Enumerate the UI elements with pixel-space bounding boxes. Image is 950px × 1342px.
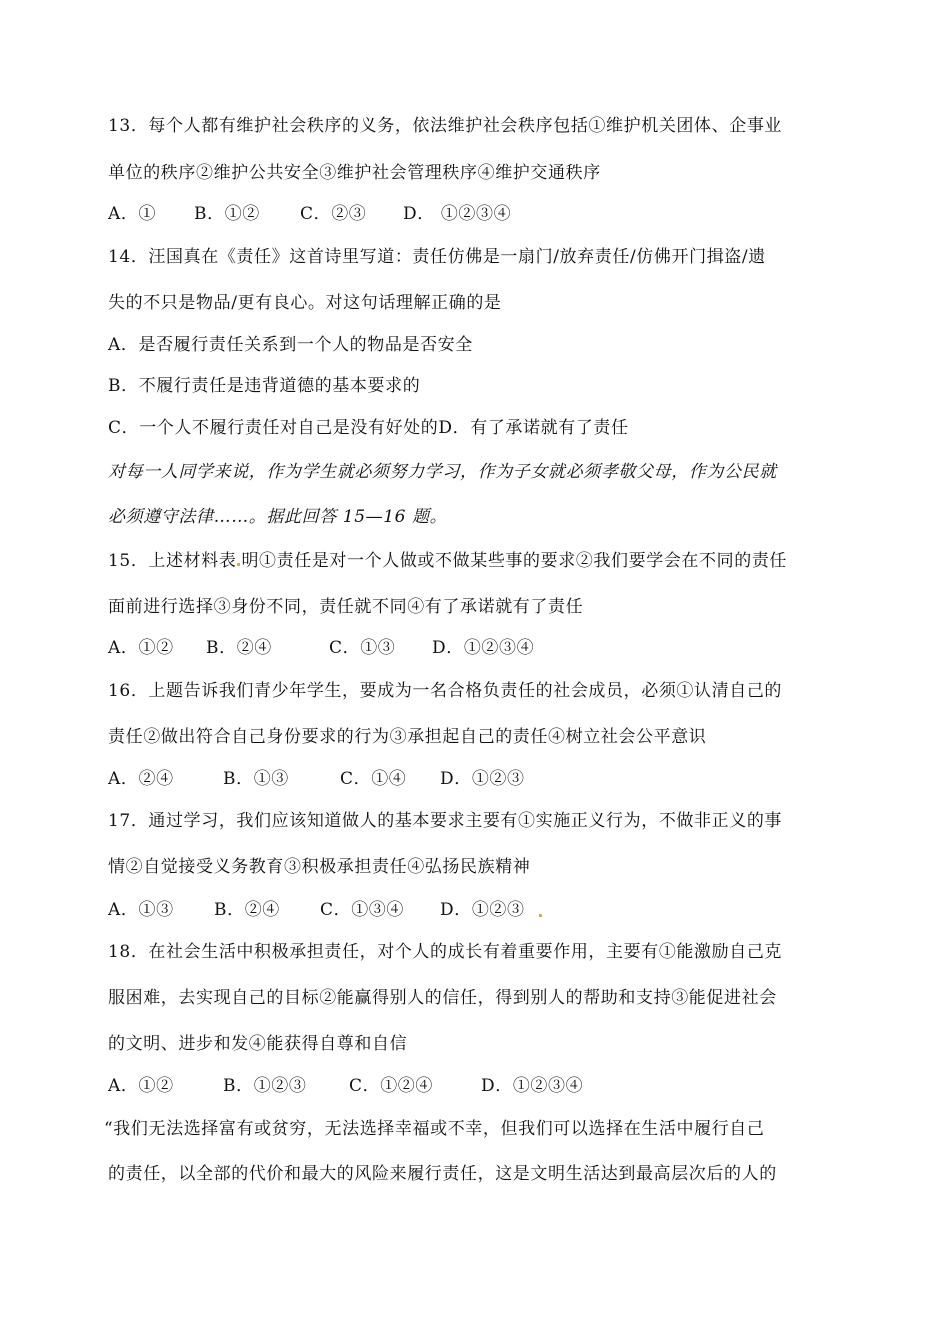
q18-stem-line2: 服困难，去实现自己的目标②能赢得别人的信任，得到别人的帮助和支持③能促进社会 [108,988,777,1008]
q18-options [108,1074,608,1098]
q13-option-d: D． ①②③④ [403,204,512,224]
q16-stem-line2: 责任②做出符合自己身份要求的行为③承担起自己的责任④树立社会公平意识 [108,727,707,747]
q17-stem-line2: 情②自觉接受义务教育③积极承担责任④弘扬民族精神 [108,857,531,877]
q18-option-c: C．①②④ [349,1076,434,1096]
q18-option-b: B．①②③ [223,1076,307,1096]
q18-option-d: D．①②③④ [481,1076,584,1096]
q17-option-c: C．①③④ [320,900,405,920]
q16-option-b: B．①③ [223,769,289,789]
q17-options [108,898,568,922]
q13-stem-line2: 单位的秩序②维护公共安全③维护社会管理秩序④维护交通秩序 [108,163,601,183]
q16-stem-line1: 16．上题告诉我们青少年学生，要成为一名合格负责任的社会成员，必须①认清自己的 [108,681,783,701]
q13-option-b: B．①② [194,204,260,224]
q14-option-b: B．不履行责任是违背道德的基本要求的 [108,376,421,396]
q13-options [108,202,512,226]
speck-mark [237,563,240,566]
q13-option-c: C．②③ [300,204,367,224]
q15-option-a: A．①② [108,638,174,658]
q13-option-a: A．① [108,204,157,224]
q15-stem-part2: 明①责任是对一个人做或不做某些事的要求②我们要学会在不同的责任 [241,551,788,571]
q14-option-a: A．是否履行责任关系到一个人的物品是否安全 [108,335,473,355]
q14-stem-line1: 14．汪国真在《责任》这首诗里写道：责任仿佛是一扇门/放弃责任/仿佛开门揖盗/遗 [108,247,766,267]
q18-stem-line1: 18．在社会生活中积极承担责任，对个人的成长有着重要作用，主要有①能激励自己克 [108,942,783,962]
q18-stem-line3: 的文明、进步和发④能获得自尊和自信 [108,1034,408,1054]
material-line2: 必须遵守法律……。据此回答 15—16 题。 [108,507,448,527]
q13-stem-line1: 13．每个人都有维护社会秩序的义务，依法维护社会秩序包括①维护机关团体、企事业 [108,116,783,136]
q15-option-d: D．①②③④ [432,638,535,658]
q16-options [108,767,548,791]
q16-option-c: C．①④ [340,769,407,789]
q14-stem-line2: 失的不只是物品/更有良心。对这句话理解正确的是 [108,293,502,313]
q16-option-a: A．②④ [108,769,174,789]
quote-line1: “我们无法选择富有或贫穷，无法选择幸福或不幸，但我们可以选择在生活中履行自己 [104,1119,765,1139]
q15-option-c: C．①③ [329,638,396,658]
q17-stem-line1: 17．通过学习，我们应该知道做人的基本要求主要有①实施正义行为，不做非正义的事 [108,811,783,831]
q15-options [108,636,568,660]
material-line1: 对每一人同学来说，作为学生就必须努力学习，作为子女就必须孝敬父母，作为公民就 [108,462,777,482]
q17-option-a: A．①③ [108,900,174,920]
q15-stem-part1: 15．上述材料表 [108,551,237,571]
speck-mark [539,914,542,917]
quote-line2: 的责任，以全部的代价和最大的风险来履行责任，这是文明生活达到最高层次后的人的 [108,1164,777,1184]
q15-stem-line2: 面前进行选择③身份不同，责任就不同④有了承诺就有了责任 [108,597,584,617]
q17-option-d: D．①②③ [440,900,525,920]
q15-stem-line1 [108,549,787,573]
q16-option-d: D．①②③ [440,769,525,789]
q14-option-cd: C．一个人不履行责任对自己是没有好处的D．有了承诺就有了责任 [108,418,629,438]
q15-option-b: B．②④ [206,638,272,658]
q17-option-b: B．②④ [214,900,280,920]
q18-option-a: A．①② [108,1076,174,1096]
